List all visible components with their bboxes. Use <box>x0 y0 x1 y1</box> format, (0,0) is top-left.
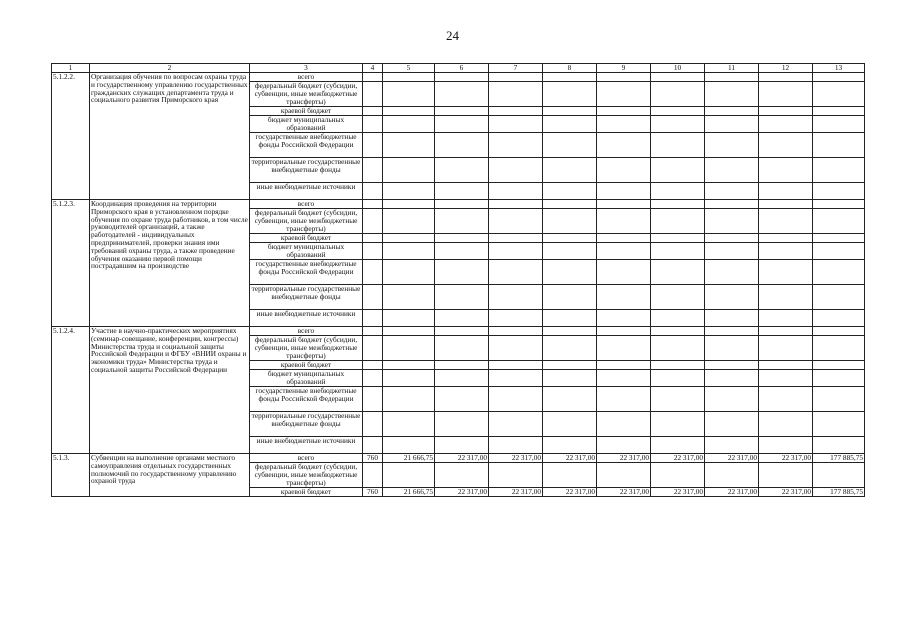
source-regional: краевой бюджет <box>250 107 363 116</box>
activity-name: Субвенции на выполнение органами местного самоуправления отдельных государственных полномочий по государственному управлению охраной труда <box>90 454 250 497</box>
column-header: 3 <box>250 64 363 73</box>
cell-value: 22 317,00 <box>543 488 597 497</box>
activity-name: Координация проведения на территории Приморского края в установленном порядке обучения по охране труда работников, в том числе руководителей организаций, а также работодателей - индивидуальных предпринимателей, проверки знания ими требований охраны труда, а также проведение обучения оказанию первой помощи пострадавшим на производстве <box>90 200 250 327</box>
source-territorial-funds: территориальные государственные внебюджетные фонды <box>250 158 363 183</box>
column-header: 6 <box>435 64 489 73</box>
source-municipal: бюджет муниципальных образований <box>250 116 363 133</box>
activity-code: 5.1.2.4. <box>52 327 90 454</box>
activity-code: 5.1.2.3. <box>52 200 90 327</box>
cell-value: 177 885,75 <box>813 488 865 497</box>
cell-value: 22 317,00 <box>759 488 813 497</box>
cell-value: 22 317,00 <box>759 454 813 463</box>
table-row <box>52 200 865 209</box>
column-header: 7 <box>489 64 543 73</box>
source-state-funds: государственные внебюджетные фонды Российской Федерации <box>250 387 363 412</box>
source-total: всего <box>250 454 363 463</box>
cell-value: 22 317,00 <box>651 488 705 497</box>
source-regional: краевой бюджет <box>250 488 363 497</box>
budget-table <box>51 63 865 497</box>
source-municipal: бюджет муниципальных образований <box>250 243 363 260</box>
source-federal: федеральный бюджет (субсидии, субвенции, иные межбюджетные трансферты) <box>250 82 363 107</box>
source-municipal: бюджет муниципальных образований <box>250 370 363 387</box>
cell-value: 760 <box>363 454 383 463</box>
source-federal: федеральный бюджет (субсидии, субвенции, иные межбюджетные трансферты) <box>250 209 363 234</box>
column-header: 4 <box>363 64 383 73</box>
column-header: 1 <box>52 64 90 73</box>
cell-value: 21 666,75 <box>383 454 435 463</box>
cell-value: 22 317,00 <box>435 454 489 463</box>
source-other-funds: иные внебюджетные источники <box>250 310 363 327</box>
source-other-funds: иные внебюджетные источники <box>250 183 363 200</box>
column-numbers-row <box>52 64 865 73</box>
column-header: 10 <box>651 64 705 73</box>
table-row <box>52 327 865 336</box>
column-header: 13 <box>813 64 865 73</box>
source-total: всего <box>250 200 363 209</box>
cell-value: 22 317,00 <box>435 488 489 497</box>
cell-value: 760 <box>363 488 383 497</box>
column-header: 11 <box>705 64 759 73</box>
source-federal: федеральный бюджет (субсидии, субвенции, иные межбюджетные трансферты) <box>250 336 363 361</box>
source-total: всего <box>250 327 363 336</box>
cell-value: 177 885,75 <box>813 454 865 463</box>
source-regional: краевой бюджет <box>250 234 363 243</box>
cell-value: 22 317,00 <box>489 454 543 463</box>
activity-name: Участие в научно-практических мероприятиях (семинар-совещание, конференции, конгрессы) Министерства труда и социальной защиты Российской Федерации и ФГБУ «ВНИИ охраны и экономики труда» Министерства труда и социальной защиты Российской Федерации <box>90 327 250 454</box>
table-row <box>52 454 865 463</box>
cell-value: 22 317,00 <box>489 488 543 497</box>
activity-code: 5.1.2.2. <box>52 73 90 200</box>
cell-value: 22 317,00 <box>705 454 759 463</box>
table-row <box>52 73 865 82</box>
cell-value: 22 317,00 <box>705 488 759 497</box>
cell-value: 21 666,75 <box>383 488 435 497</box>
cell-value: 22 317,00 <box>651 454 705 463</box>
column-header: 5 <box>383 64 435 73</box>
cell-value: 22 317,00 <box>597 454 651 463</box>
column-header: 12 <box>759 64 813 73</box>
source-state-funds: государственные внебюджетные фонды Российской Федерации <box>250 133 363 158</box>
source-territorial-funds: территориальные государственные внебюджетные фонды <box>250 285 363 310</box>
column-header: 9 <box>597 64 651 73</box>
column-header: 2 <box>90 64 250 73</box>
column-header: 8 <box>543 64 597 73</box>
activity-name: Организация обучения по вопросам охраны труда и государственному управлению государственных гражданских служащих департамента труда и социального развития Приморского края <box>90 73 250 200</box>
cell-value: 22 317,00 <box>597 488 651 497</box>
source-other-funds: иные внебюджетные источники <box>250 437 363 454</box>
source-federal: федеральный бюджет (субсидии, субвенции, иные межбюджетные трансферты) <box>250 463 363 488</box>
page-number: 24 <box>446 28 459 43</box>
source-territorial-funds: территориальные государственные внебюджетные фонды <box>250 412 363 437</box>
cell-value: 22 317,00 <box>543 454 597 463</box>
source-total: всего <box>250 73 363 82</box>
source-state-funds: государственные внебюджетные фонды Российской Федерации <box>250 260 363 285</box>
activity-code: 5.1.3. <box>52 454 90 497</box>
source-regional: краевой бюджет <box>250 361 363 370</box>
